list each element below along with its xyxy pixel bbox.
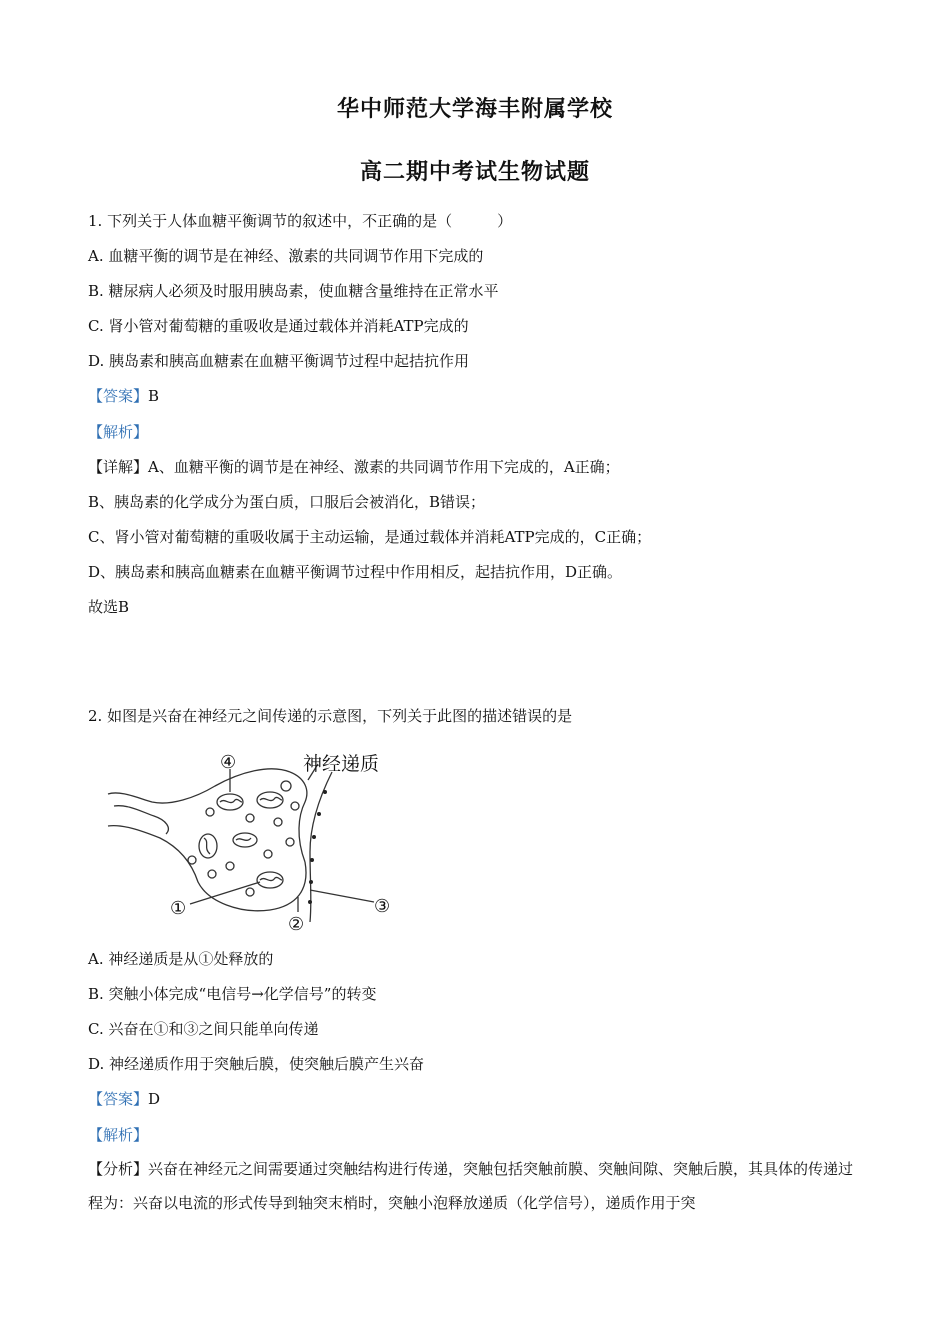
synaptic-vesicle [281,781,291,791]
school-title: 华中师范大学海丰附属学校 [336,96,613,122]
mitochondrion-crista [260,877,282,880]
synapse-diagram [100,742,410,932]
detail-text: A、血糖平衡的调节是在神经、激素的共同调节作用下完成的，A正确； [148,458,620,476]
q1-option-d: D. 胰岛素和胰高血糖素在血糖平衡调节过程中起拮抗作用 [88,352,470,370]
receptor-dot [317,812,321,816]
q1-option-c: C. 肾小管对葡萄糖的重吸收是通过载体并消耗ATP完成的 [88,317,469,335]
fenxi-tag: 【分析】 [88,1160,149,1178]
exam-title: 高二期中考试生物试题 [359,159,590,185]
answer-value: B [148,387,160,405]
q2-stem: 2. 如图是兴奋在神经元之间传递的示意图，下列关于此图的描述错误的是 [88,707,573,725]
q1-option-a: A. 血糖平衡的调节是在神经、激素的共同调节作用下完成的 [88,247,484,265]
mitochondrion-crista [204,838,210,854]
q1-stem: 1. 下列关于人体血糖平衡调节的叙述中，不正确的是（ ） [88,212,513,230]
q1-analysis-tag: 【解析】 [88,423,149,441]
q2-analysis-tag: 【解析】 [88,1126,149,1144]
receptor-dot [323,790,327,794]
axon-upper-outline [108,769,290,803]
q2-option-a: A. 神经递质是从①处释放的 [88,950,274,968]
mitochondrion [199,834,217,858]
q2-fenxi [88,1152,860,1220]
synaptic-vesicle [286,838,294,846]
mitochondrion-crista [220,799,242,802]
q1-answer [88,385,159,406]
synaptic-vesicle [246,888,254,896]
q1-detail-a [88,456,620,477]
q1-option-b: B. 糖尿病人必须及时服用胰岛素，使血糖含量维持在正常水平 [88,282,499,300]
mitochondrion-crista [236,838,251,840]
receptor-dot [308,900,312,904]
postsynaptic-membrane [310,772,332,922]
mitochondrion-crista [260,797,282,800]
receptor-dot [310,858,314,862]
q1-detail-d: D、胰岛素和胰高血糖素在血糖平衡调节过程中作用相反，起拮抗作用，D正确。 [88,563,623,581]
synaptic-vesicle [188,856,196,864]
q2-answer [88,1088,160,1109]
synaptic-vesicle [291,802,299,810]
synaptic-vesicle [246,814,254,822]
receptor-dot [312,835,316,839]
q2-option-b: B. 突触小体完成“电信号→化学信号”的转变 [88,985,377,1003]
synaptic-vesicle [274,818,282,826]
receptor-dot [309,880,313,884]
synaptic-vesicle [264,850,272,858]
label-transmitter: 神经递质 [303,754,380,775]
answer-value: D [148,1090,161,1108]
synaptic-vesicle [208,870,216,878]
synaptic-vesicle [226,862,234,870]
answer-tag: 【答案】 [88,1090,149,1108]
presynaptic-membrane [290,772,307,862]
q1-detail-b: B、胰岛素的化学成分为蛋白质，口服后会被消化，B错误； [88,493,486,511]
q2-option-d: D. 神经递质作用于突触后膜，使突触后膜产生兴奋 [88,1055,425,1073]
label-2: ② [288,914,305,932]
q1-detail-c: C、肾小管对葡萄糖的重吸收属于主动运输，是通过载体并消耗ATP完成的，C正确； [88,528,652,546]
leader-line-3 [310,890,374,902]
synaptic-vesicle [206,808,214,816]
label-4: ④ [220,752,237,772]
label-1: ① [170,898,187,918]
detail-tag: 【详解】 [88,458,149,476]
axon-inner-line [114,806,168,834]
label-3: ③ [374,896,391,916]
q1-conclusion: 故选B [88,598,130,616]
fenxi-text: 兴奋在神经元之间需要通过突触结构进行传递，突触包括突触前膜、突触间隙、突触后膜，其具体的传递过程为：兴奋以电流的形式传导到轴突末梢时，突触小泡释放递质（化学信号），递质作用于突 [88,1160,854,1212]
answer-tag: 【答案】 [88,387,149,405]
q2-option-c: C. 兴奋在①和③之间只能单向传递 [88,1020,319,1038]
